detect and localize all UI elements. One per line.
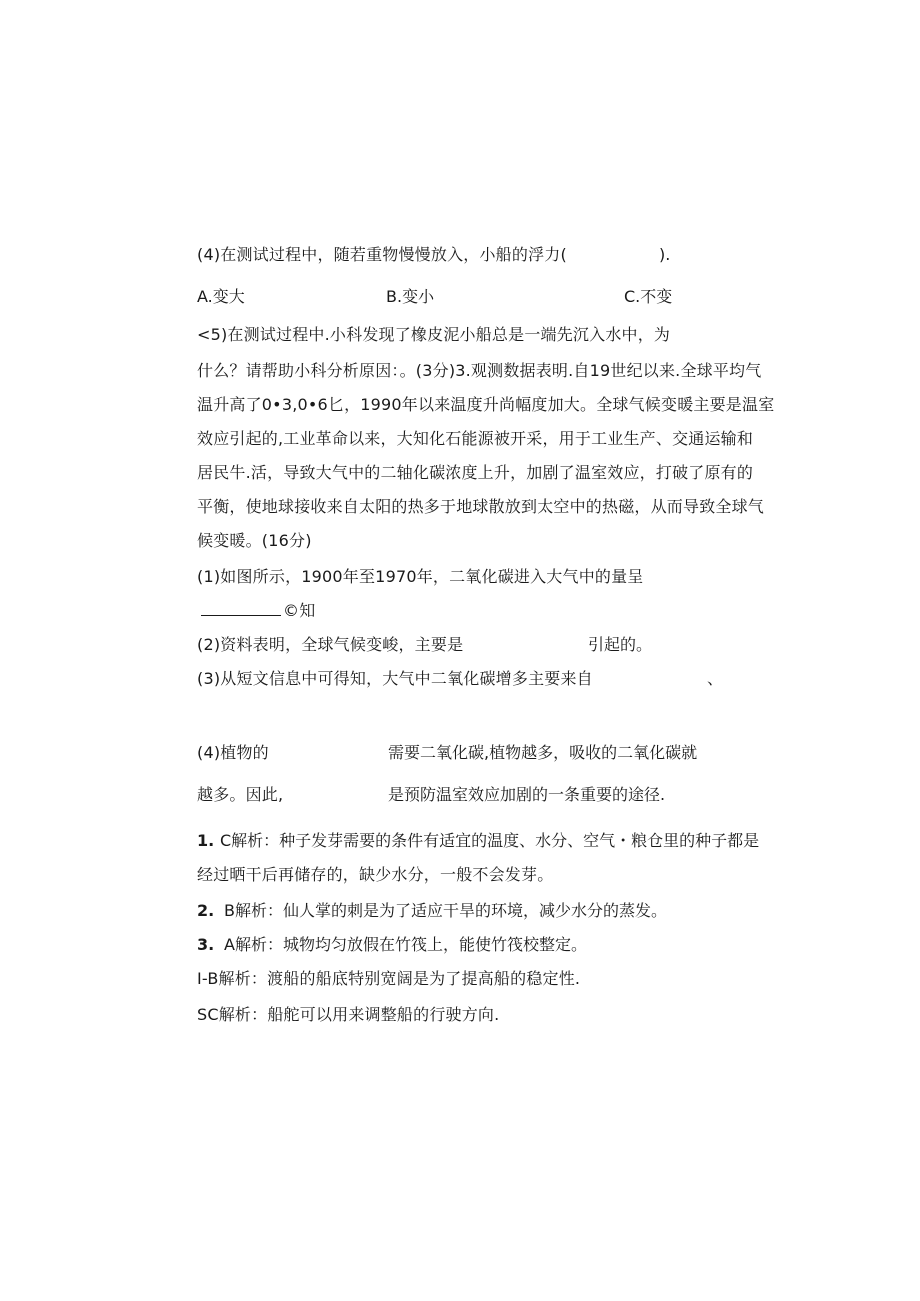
question-5 <box>197 324 670 346</box>
passage-line-3: 效应引起的,工业革命以来，大知化石能源被开采，用于工业生产、交通运输和 <box>197 429 754 448</box>
option-c: C.不变 <box>624 287 673 306</box>
sub-question-1-answer <box>201 600 315 622</box>
sub-question-1-tail: ©知 <box>283 601 316 620</box>
sub-question-3: (3)从短文信息中可得知，大气中二氧化碳增多主要来自 <box>197 669 593 688</box>
answer-1-continued: 经过晒干后再储存的，缺少水分，一般不会发芽。 <box>197 865 554 884</box>
passage-line-2: 温升高了0•3,0•6匕，1990年以来温度升尚幅度加大。全球气候变暖主要是温室 <box>197 395 775 414</box>
sub-question-2: (2)资料表明，全球气候变峻，主要是 <box>197 635 464 654</box>
option-a: A.变大 <box>197 287 245 306</box>
question-4-text: (4)在测试过程中，随若重物慢慢放入，小船的浮力( <box>197 245 567 264</box>
question-4-close: ). <box>659 245 671 264</box>
answer-3: A解析：城物均匀放假在竹筏上，能使竹筏校整定。 <box>224 935 587 954</box>
sub-question-2-tail: 引起的。 <box>588 635 653 654</box>
sub-question-4: (4)植物的 <box>197 743 269 762</box>
answer-1: C解析：种子发芽需要的条件有适宜的温度、水分、空气・粮仓里的种子都是 <box>220 831 760 850</box>
sub-question-4b: 越多。因此, <box>197 785 284 804</box>
question-4 <box>197 244 567 266</box>
sub-question-4-tail: 需要二氧化碳,植物越多，吸收的二氧化碳就 <box>388 743 698 762</box>
answer-2-number: 2. <box>197 901 215 920</box>
answer-1-number: 1. <box>197 831 215 850</box>
passage-line-6: 候变暖。(16分) <box>197 531 312 550</box>
sub-question-1: (1)如图所示，1900年至1970年，二氧化碳进入大气中的量呈 <box>197 567 644 586</box>
answer-5: SC解析：船舵可以用来调整船的行驶方向. <box>197 1005 500 1024</box>
sub-question-3-tail: 、 <box>707 669 724 688</box>
answer-3-number: 3. <box>197 935 215 954</box>
question-5-text: <5)在测试过程中.小科发现了橡皮泥小船总是一端先沉入水中，为 <box>197 325 671 344</box>
answer-2: B解析：仙人掌的刺是为了适应干旱的环境，减少水分的蒸发。 <box>224 901 667 920</box>
passage-line-5: 平衡，使地球接收来自太阳的热多于地球散放到太空中的热磁，从而导致全球气 <box>197 497 765 516</box>
passage-line-1: 什么？请帮助小科分析原因：。(3分)3.观测数据表明.自19世纪以来.全球平均气 <box>197 361 762 380</box>
option-b: B.变小 <box>386 287 435 306</box>
passage-line-4: 居民牛.活，导致大气中的二轴化碳浓度上升，加剧了温室效应，打破了原有的 <box>197 463 754 482</box>
sub-question-4b-tail: 是预防温室效应加剧的一条重要的途径. <box>388 785 666 804</box>
answer-blank <box>201 601 281 616</box>
answer-4: I-B解析：渡船的船底特别宽阔是为了提高船的稳定性. <box>197 969 581 988</box>
